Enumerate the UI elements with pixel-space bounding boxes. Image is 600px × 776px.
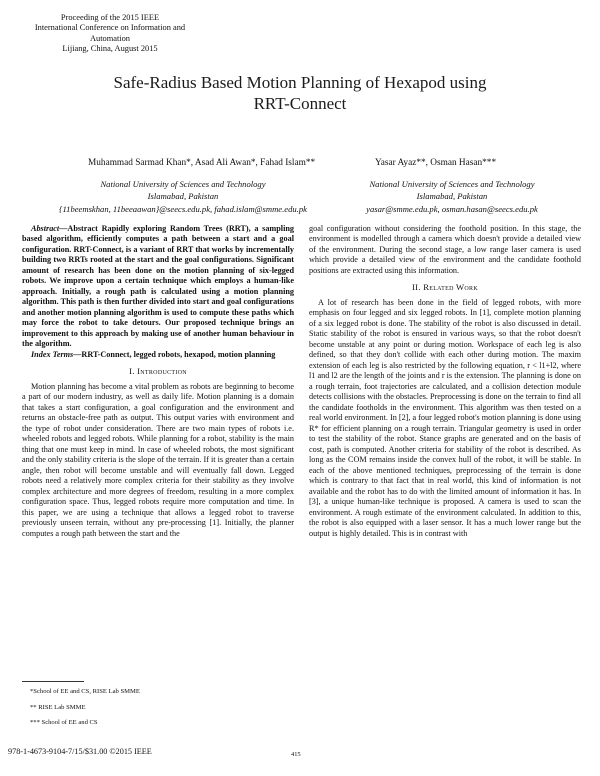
related-work-paragraph: A lot of research has been done in the field of legged robots, with more emphasis on four legged and six legged robots. In [1], complete motion planning of a six legged robot is done. The stability of the robot is also discussed in detail. Static stability of the robot is ensured in various ways, so that the robot doesn't become unstable at any point or during motion. Workspace of each leg is also defined, so that they don't collide with each other during motion. The maxim extension of each leg is also restricted by the following equation, r < l1+l2, where l1 and l2 are the length of the joints and r is the extension. The planning is done on a rough terrain, foot trajectories are calculated, and a collision detection module detects collisions with the obstacles. Preprocessing is done on the terrain to find all the candidate footholds in the environment. This algorithm was then tested on a real world environment. In [2], a four legged robot's motion planning is done using R* for efficient planning on a rough terrain. Triangular geometry is used in order to test the stability of the robot. Stance graphs are generated and on the basis of cost, path is computed. Another criteria for stability of the robot is described. As long as the COM remains inside the convex hull of the robot, it will be stable. In each of the above mentioned techniques, preprocessing of the terrain is done which is contrary to that fact that in real world, this kind of information is not available and the robot has to do with the limited amount of information it has. In [3], a unique human-like technique is proposed. A camera is used to scan the environment. A rough estimate of the environment calculated. In addition to this, the robot is also equipped with a laser sensor. It has a much lower range but the output is highly detailed. This is in contrast with <box>309 297 581 538</box>
footnote-3: *** School of EE and CS <box>30 719 98 726</box>
abstract-text: Abstract Rapidly exploring Random Trees (RRT), a sampling based algorithm, efficiently computes a path between a start and a goal configuration. RRT-Connect, is a variant of RRT that works by incrementally building two RRTs rooted at the start and the goal configurations. Significant amount of research has been done on the motion planning of six-legged robots. We improve upon a certain technique which employs a human-like approach. Initially, a rough path is calculated using a motion planning algorithm. This path is then further divided into start and goal configurations and another motion planning algorithm is used to compute these paths which may force the robot to take detours. Our proposed technique brings an improvement to this approach by making use of another human behaviour in the algorithm. <box>22 224 294 349</box>
abstract-label: Abstract— <box>31 224 68 233</box>
index-terms-text: RRT-Connect, legged robots, hexapod, motion planning <box>81 349 276 359</box>
introduction-paragraph: Motion planning has become a vital problem as robots are beginning to become a part of our modern industry, as well as daily life. Motion planning is a domain that takes a start configuration, a goal configuration and the environment and returns an obstacle-free path as output. This output varies with environment and the type of robot under consideration. There are two main types of robots i.e. wheeled robots and legged robots. While planning for a robot, stability is the main thing that one must keep in mind. In case of wheeled robots, the most significant and the only stability criteria is the slope of the terrain. If it is greater than a certain angle, then robot will become unstable and will eventually fall down. Legged robots need a relatively more complex criteria for their stability as they involve complex architecture and more degrees of freedom, resulting in a more complex configuration space. Thus, legged robots require more computation and time. In this paper, we are using a technique that allows a legged robot to traverse previously unseen terrain, without any pre-processing [1]. Initially, the planner computes a rough path between the start and the <box>22 381 294 538</box>
conference-line-3: Lijiang, China, August 2015 <box>62 43 158 53</box>
page-number: 415 <box>291 751 301 758</box>
authors-left: Muhammad Sarmad Khan*, Asad Ali Awan*, Fahad Islam** <box>88 158 316 168</box>
title-line-1: Safe-Radius Based Motion Planning of Hexapod using <box>113 73 487 92</box>
right-column <box>309 224 581 539</box>
section-heading-introduction: I. Introduction <box>129 366 187 377</box>
affiliation-right-line-1: National University of Sciences and Technology <box>369 179 535 189</box>
index-terms <box>22 350 294 360</box>
affiliation-left-line-2: Islamabad, Pakistan <box>147 191 219 202</box>
section-heading-related-work: II. Related Work <box>412 282 478 293</box>
affiliation-left-line-1: National University of Sciences and Technology <box>100 179 266 189</box>
footnote-2: ** RISE Lab SMME <box>30 704 86 711</box>
footer-isbn: 978-1-4673-9104-7/15/$31.00 ©2015 IEEE <box>8 747 152 756</box>
affiliation-left <box>58 178 308 215</box>
title-line-2: RRT-Connect <box>253 94 347 113</box>
footnote-1: *School of EE and CS, RISE Lab SMME <box>30 688 140 695</box>
affiliation-left-line-3: {11beemskhan, 11beeaawan}@seecs.edu.pk, fahad.islam@smme.edu.pk <box>59 203 307 214</box>
conference-line-2: International Conference on Information and Automation <box>34 23 186 43</box>
introduction-continued-paragraph: goal configuration without considering the foothold position. In this stage, the environment is modelled through a camera which doesn't provide a detailed view of the environment. During the second stage, a low range laser camera is used which provide a detailed view of the environment and the candidate foothold positions are extracted using this information. <box>309 224 581 275</box>
authors-right: Yasar Ayaz**, Osman Hasan*** <box>375 158 497 168</box>
affiliation-right <box>318 178 586 215</box>
affiliation-right-line-3: yasar@smme.edu.pk, osman.hasan@seecs.edu.pk <box>366 203 538 214</box>
left-column <box>22 224 294 539</box>
footnote-divider <box>22 681 84 682</box>
index-terms-label: Index Terms— <box>31 349 82 359</box>
conference-line-1: Proceeding of the 2015 IEEE <box>60 13 160 22</box>
paper-title <box>0 72 600 114</box>
conference-header <box>22 13 198 54</box>
abstract <box>22 224 294 350</box>
affiliation-right-line-2: Islamabad, Pakistan <box>416 191 488 202</box>
